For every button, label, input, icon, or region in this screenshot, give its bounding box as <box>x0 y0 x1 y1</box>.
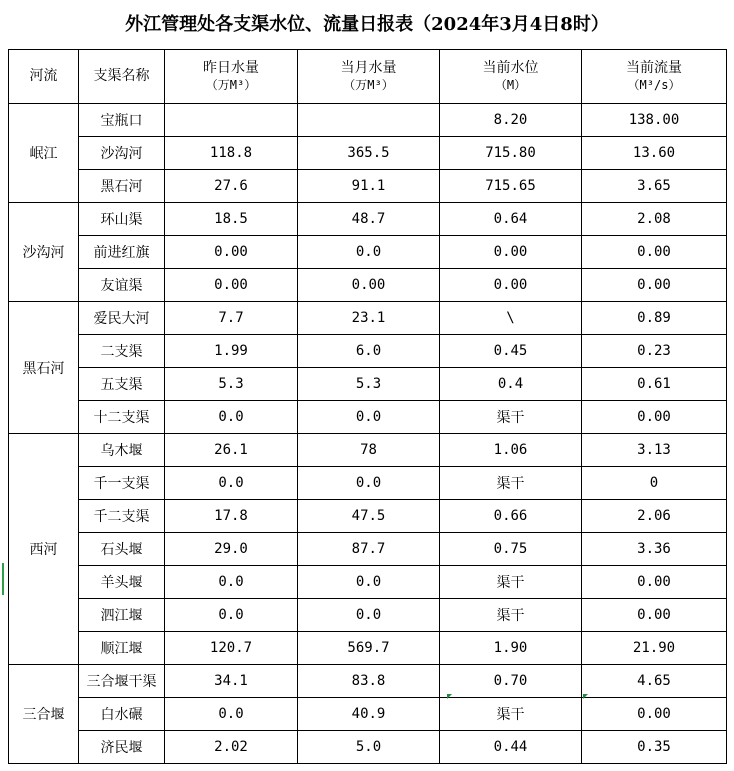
header-month[interactable] <box>298 50 440 104</box>
yesterday-cell[interactable]: 5.3 <box>165 368 298 401</box>
table-row <box>9 566 727 599</box>
level-cell[interactable]: \ <box>440 302 582 335</box>
yesterday-cell[interactable]: 0.00 <box>165 236 298 269</box>
canal-cell[interactable]: 泗江堰 <box>79 599 165 632</box>
header-yesterday[interactable] <box>165 50 298 104</box>
table-row <box>9 665 727 698</box>
month-cell[interactable]: 0.0 <box>298 566 440 599</box>
canal-cell[interactable]: 白水碾 <box>79 698 165 731</box>
yesterday-cell[interactable]: 0.0 <box>165 566 298 599</box>
flow-cell[interactable]: 0.00 <box>582 698 727 731</box>
level-cell[interactable]: 715.80 <box>440 137 582 170</box>
header-yesterday-unit: （万M³） <box>205 77 257 92</box>
level-cell[interactable]: 0.00 <box>440 236 582 269</box>
cell-comment-indicator <box>447 694 452 699</box>
header-flow[interactable] <box>582 50 727 104</box>
flow-cell[interactable]: 3.13 <box>582 434 727 467</box>
yesterday-cell[interactable]: 34.1 <box>165 665 298 698</box>
flow-cell[interactable]: 0.00 <box>582 599 727 632</box>
yesterday-cell[interactable]: 120.7 <box>165 632 298 665</box>
month-cell[interactable]: 6.0 <box>298 335 440 368</box>
header-level-unit: （M） <box>494 77 527 92</box>
canal-cell[interactable]: 环山渠 <box>79 203 165 236</box>
yesterday-cell[interactable]: 0.0 <box>165 467 298 500</box>
flow-cell[interactable]: 21.90 <box>582 632 727 665</box>
flow-cell[interactable]: 3.65 <box>582 170 727 203</box>
month-cell[interactable]: 40.9 <box>298 698 440 731</box>
table-row <box>9 467 727 500</box>
yesterday-cell[interactable]: 17.8 <box>165 500 298 533</box>
month-cell[interactable]: 5.0 <box>298 731 440 764</box>
canal-cell[interactable]: 石头堰 <box>79 533 165 566</box>
flow-cell[interactable]: 0.89 <box>582 302 727 335</box>
flow-cell[interactable]: 0.00 <box>582 236 727 269</box>
table-row <box>9 401 727 434</box>
flow-cell[interactable]: 13.60 <box>582 137 727 170</box>
month-cell[interactable]: 47.5 <box>298 500 440 533</box>
level-cell[interactable]: 0.44 <box>440 731 582 764</box>
yesterday-cell[interactable]: 0.00 <box>165 269 298 302</box>
header-yesterday-label: 昨日水量 <box>203 59 259 76</box>
row-selection-marker <box>2 563 4 595</box>
table-row <box>9 104 727 137</box>
canal-cell[interactable]: 二支渠 <box>79 335 165 368</box>
canal-cell[interactable]: 顺江堰 <box>79 632 165 665</box>
canal-cell[interactable]: 五支渠 <box>79 368 165 401</box>
canal-cell[interactable]: 乌木堰 <box>79 434 165 467</box>
header-month-label: 当月水量 <box>340 59 397 76</box>
level-cell[interactable]: 0.00 <box>440 269 582 302</box>
level-cell[interactable]: 8.20 <box>440 104 582 137</box>
yesterday-cell[interactable] <box>165 104 298 137</box>
table-row <box>9 434 727 467</box>
flow-cell[interactable]: 0.23 <box>582 335 727 368</box>
header-flow-unit: （M³/s） <box>627 77 681 92</box>
month-cell[interactable]: 0.0 <box>298 236 440 269</box>
yesterday-cell[interactable]: 0.0 <box>165 401 298 434</box>
table-row <box>9 236 727 269</box>
flow-cell[interactable]: 2.08 <box>582 203 727 236</box>
yesterday-cell[interactable]: 7.7 <box>165 302 298 335</box>
canal-cell[interactable]: 爱民大河 <box>79 302 165 335</box>
level-cell[interactable]: 0.66 <box>440 500 582 533</box>
flow-cell[interactable]: 0.61 <box>582 368 727 401</box>
header-level[interactable] <box>440 50 582 104</box>
level-cell[interactable]: 0.64 <box>440 203 582 236</box>
table-row <box>9 137 727 170</box>
river-cell[interactable]: 西河 <box>9 434 79 665</box>
table-body <box>9 104 727 764</box>
flow-cell[interactable]: 0.35 <box>582 731 727 764</box>
level-cell[interactable]: 渠干 <box>440 698 582 731</box>
canal-cell[interactable]: 前进红旗 <box>79 236 165 269</box>
canal-cell[interactable]: 济民堰 <box>79 731 165 764</box>
yesterday-cell[interactable]: 118.8 <box>165 137 298 170</box>
level-cell[interactable]: 0.70 <box>440 665 582 698</box>
level-cell[interactable]: 渠干 <box>440 401 582 434</box>
river-cell[interactable]: 三合堰 <box>9 665 79 764</box>
canal-cell[interactable]: 宝瓶口 <box>79 104 165 137</box>
level-cell[interactable]: 1.90 <box>440 632 582 665</box>
month-cell[interactable]: 5.3 <box>298 368 440 401</box>
yesterday-cell[interactable]: 18.5 <box>165 203 298 236</box>
canal-cell[interactable]: 羊头堰 <box>79 566 165 599</box>
yesterday-cell[interactable]: 26.1 <box>165 434 298 467</box>
level-cell[interactable]: 渠干 <box>440 566 582 599</box>
flow-cell[interactable]: 0.00 <box>582 401 727 434</box>
month-cell[interactable]: 365.5 <box>298 137 440 170</box>
river-cell[interactable]: 岷江 <box>9 104 79 203</box>
canal-cell[interactable]: 友谊渠 <box>79 269 165 302</box>
table-row <box>9 599 727 632</box>
header-month-unit: （万M³） <box>343 77 394 92</box>
month-cell[interactable]: 83.8 <box>298 665 440 698</box>
level-cell[interactable]: 渠干 <box>440 599 582 632</box>
table-row <box>9 632 727 665</box>
table-row <box>9 203 727 236</box>
yesterday-cell[interactable]: 0.0 <box>165 698 298 731</box>
river-cell[interactable]: 沙沟河 <box>9 203 79 302</box>
canal-cell[interactable]: 三合堰干渠 <box>79 665 165 698</box>
month-cell[interactable] <box>298 104 440 137</box>
yesterday-cell[interactable]: 2.02 <box>165 731 298 764</box>
table-row <box>9 335 727 368</box>
table-row <box>9 533 727 566</box>
table-row <box>9 698 727 731</box>
canal-cell[interactable]: 沙沟河 <box>79 137 165 170</box>
table-row <box>9 302 727 335</box>
header-level-label: 当前水位 <box>482 59 539 76</box>
flow-cell[interactable]: 0.00 <box>582 566 727 599</box>
canal-cell[interactable]: 黑石河 <box>79 170 165 203</box>
level-cell[interactable]: 0.45 <box>440 335 582 368</box>
header-canal[interactable]: 支渠名称 <box>79 50 165 104</box>
level-cell[interactable]: 715.65 <box>440 170 582 203</box>
yesterday-cell[interactable]: 27.6 <box>165 170 298 203</box>
flow-cell[interactable]: 0 <box>582 467 727 500</box>
table-row <box>9 269 727 302</box>
yesterday-cell[interactable]: 0.0 <box>165 599 298 632</box>
canal-cell[interactable]: 千二支渠 <box>79 500 165 533</box>
month-cell[interactable]: 0.0 <box>298 401 440 434</box>
month-cell[interactable]: 48.7 <box>298 203 440 236</box>
table-row <box>9 731 727 764</box>
report-title: 外江管理处各支渠水位、流量日报表（2024年3月4日8时） <box>125 14 609 35</box>
table-row <box>9 368 727 401</box>
month-cell[interactable]: 0.0 <box>298 467 440 500</box>
month-cell[interactable]: 87.7 <box>298 533 440 566</box>
table-row <box>9 170 727 203</box>
cell-comment-indicator <box>583 694 588 699</box>
level-cell[interactable]: 渠干 <box>440 467 582 500</box>
canal-cell[interactable]: 十二支渠 <box>79 401 165 434</box>
flow-cell[interactable]: 4.65 <box>582 665 727 698</box>
header-flow-label: 当前流量 <box>626 59 682 76</box>
table-row <box>9 500 727 533</box>
flow-cell[interactable]: 2.06 <box>582 500 727 533</box>
month-cell[interactable]: 23.1 <box>298 302 440 335</box>
header-river[interactable]: 河流 <box>9 50 79 104</box>
report-table <box>8 49 727 764</box>
level-cell[interactable]: 0.4 <box>440 368 582 401</box>
month-cell[interactable]: 0.00 <box>298 269 440 302</box>
flow-cell[interactable]: 3.36 <box>582 533 727 566</box>
flow-cell[interactable]: 138.00 <box>582 104 727 137</box>
month-cell[interactable]: 569.7 <box>298 632 440 665</box>
month-cell[interactable]: 0.0 <box>298 599 440 632</box>
month-cell[interactable]: 78 <box>298 434 440 467</box>
flow-cell[interactable]: 0.00 <box>582 269 727 302</box>
river-cell[interactable]: 黑石河 <box>9 302 79 434</box>
canal-cell[interactable]: 千一支渠 <box>79 467 165 500</box>
level-cell[interactable]: 0.75 <box>440 533 582 566</box>
yesterday-cell[interactable]: 29.0 <box>165 533 298 566</box>
level-cell[interactable]: 1.06 <box>440 434 582 467</box>
yesterday-cell[interactable]: 1.99 <box>165 335 298 368</box>
header-row <box>9 50 727 104</box>
month-cell[interactable]: 91.1 <box>298 170 440 203</box>
